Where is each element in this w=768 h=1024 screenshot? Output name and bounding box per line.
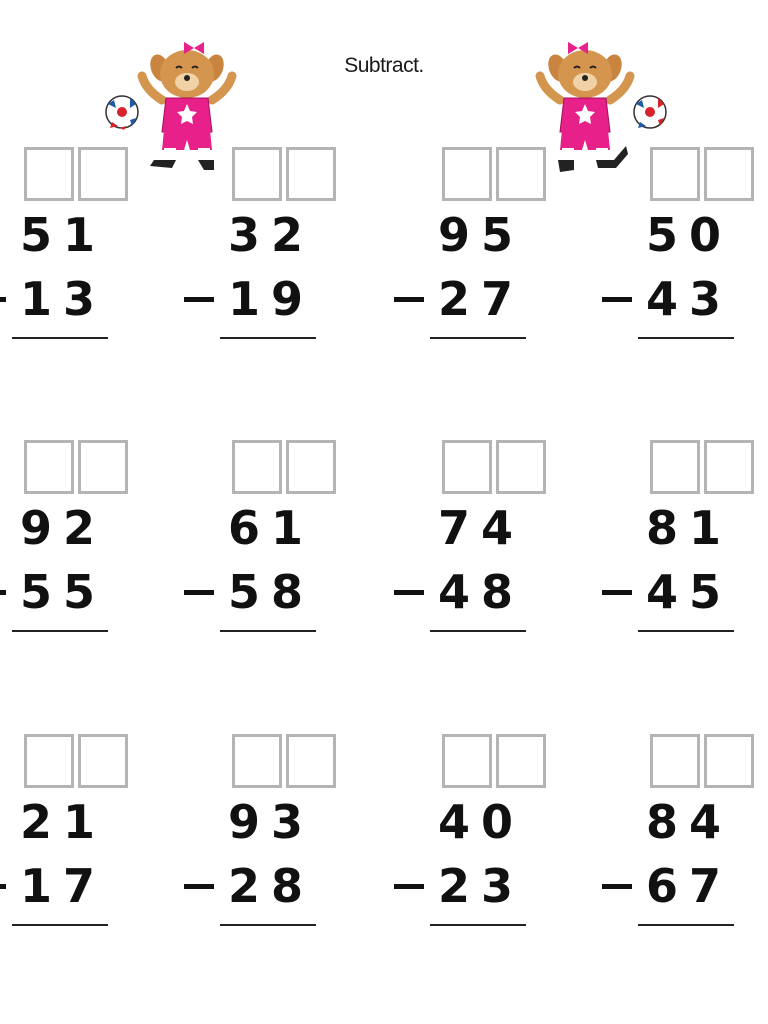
answer-line — [638, 630, 734, 632]
answer-line — [220, 337, 316, 339]
answer-box-tens[interactable] — [650, 734, 700, 788]
answer-box-tens[interactable] — [650, 440, 700, 494]
subtrahend-row — [0, 859, 106, 913]
answer-box-tens[interactable] — [442, 440, 492, 494]
answer-boxes[interactable] — [24, 440, 128, 494]
subtrahend: 45 — [645, 565, 732, 619]
answer-box-tens[interactable] — [232, 734, 282, 788]
subtrahend: 19 — [227, 272, 314, 326]
subtrahend-row — [114, 565, 314, 619]
minuend: 93 — [227, 795, 314, 849]
minuend: 81 — [645, 501, 732, 555]
subtrahend: 43 — [645, 272, 732, 326]
minus-sign — [0, 884, 6, 889]
subtraction-problem-4 — [532, 147, 732, 347]
answer-boxes[interactable] — [232, 147, 336, 201]
answer-line — [12, 337, 108, 339]
answer-boxes[interactable] — [24, 147, 128, 201]
minuend: 74 — [437, 501, 524, 555]
answer-boxes[interactable] — [442, 147, 546, 201]
answer-box-tens[interactable] — [442, 734, 492, 788]
subtrahend: 67 — [645, 859, 732, 913]
minus-sign — [602, 297, 632, 302]
answer-box-tens[interactable] — [650, 147, 700, 201]
minuend: 92 — [19, 501, 106, 555]
subtrahend-row — [324, 859, 524, 913]
minuend: 21 — [19, 795, 106, 849]
subtrahend: 23 — [437, 859, 524, 913]
answer-line — [430, 337, 526, 339]
answer-line — [430, 924, 526, 926]
answer-box-tens[interactable] — [442, 147, 492, 201]
answer-box-tens[interactable] — [24, 440, 74, 494]
minus-sign — [184, 297, 214, 302]
subtrahend: 48 — [437, 565, 524, 619]
subtraction-problem-8 — [532, 440, 732, 640]
subtraction-problem-5 — [0, 440, 106, 640]
minus-sign — [602, 884, 632, 889]
answer-box-tens[interactable] — [24, 734, 74, 788]
answer-box-ones[interactable] — [704, 734, 754, 788]
subtrahend-row — [532, 272, 732, 326]
answer-boxes[interactable] — [650, 734, 754, 788]
minus-sign — [394, 590, 424, 595]
answer-line — [638, 337, 734, 339]
minus-sign — [394, 884, 424, 889]
answer-line — [12, 924, 108, 926]
minus-sign — [602, 590, 632, 595]
minuend: 32 — [227, 208, 314, 262]
soccer-ball-icon — [634, 96, 666, 128]
answer-boxes[interactable] — [650, 440, 754, 494]
answer-box-ones[interactable] — [704, 440, 754, 494]
answer-line — [430, 630, 526, 632]
minuend: 40 — [437, 795, 524, 849]
subtrahend: 13 — [19, 272, 106, 326]
subtrahend-row — [324, 565, 524, 619]
minus-sign — [394, 297, 424, 302]
subtrahend-row — [532, 859, 732, 913]
worksheet-title: Subtract. — [344, 54, 424, 77]
answer-line — [220, 630, 316, 632]
minuend: 50 — [645, 208, 732, 262]
answer-line — [12, 630, 108, 632]
answer-box-tens[interactable] — [232, 147, 282, 201]
answer-boxes[interactable] — [232, 440, 336, 494]
minus-sign — [0, 590, 6, 595]
subtrahend: 27 — [437, 272, 524, 326]
answer-box-tens[interactable] — [232, 440, 282, 494]
subtrahend-row — [114, 272, 314, 326]
subtraction-problem-6 — [114, 440, 314, 640]
subtrahend: 28 — [227, 859, 314, 913]
subtraction-problem-11 — [324, 734, 524, 934]
subtrahend: 17 — [19, 859, 106, 913]
subtraction-problem-12 — [532, 734, 732, 934]
answer-box-tens[interactable] — [24, 147, 74, 201]
subtrahend-row — [0, 272, 106, 326]
minuend: 95 — [437, 208, 524, 262]
answer-box-ones[interactable] — [704, 147, 754, 201]
minus-sign — [0, 297, 6, 302]
subtraction-problem-2 — [114, 147, 314, 347]
subtrahend-row — [532, 565, 732, 619]
subtrahend: 55 — [19, 565, 106, 619]
minuend: 84 — [645, 795, 732, 849]
answer-boxes[interactable] — [650, 147, 754, 201]
subtraction-problem-1 — [0, 147, 106, 347]
minus-sign — [184, 590, 214, 595]
subtraction-problem-9 — [0, 734, 106, 934]
subtrahend-row — [0, 565, 106, 619]
subtrahend-row — [114, 859, 314, 913]
answer-line — [220, 924, 316, 926]
answer-boxes[interactable] — [442, 440, 546, 494]
answer-line — [638, 924, 734, 926]
minuend: 61 — [227, 501, 314, 555]
minuend: 51 — [19, 208, 106, 262]
subtrahend: 58 — [227, 565, 314, 619]
subtraction-problem-3 — [324, 147, 524, 347]
answer-boxes[interactable] — [24, 734, 128, 788]
answer-boxes[interactable] — [232, 734, 336, 788]
minus-sign — [184, 884, 214, 889]
subtrahend-row — [324, 272, 524, 326]
subtraction-problem-10 — [114, 734, 314, 934]
subtraction-problem-7 — [324, 440, 524, 640]
soccer-ball-icon — [106, 96, 138, 130]
answer-boxes[interactable] — [442, 734, 546, 788]
